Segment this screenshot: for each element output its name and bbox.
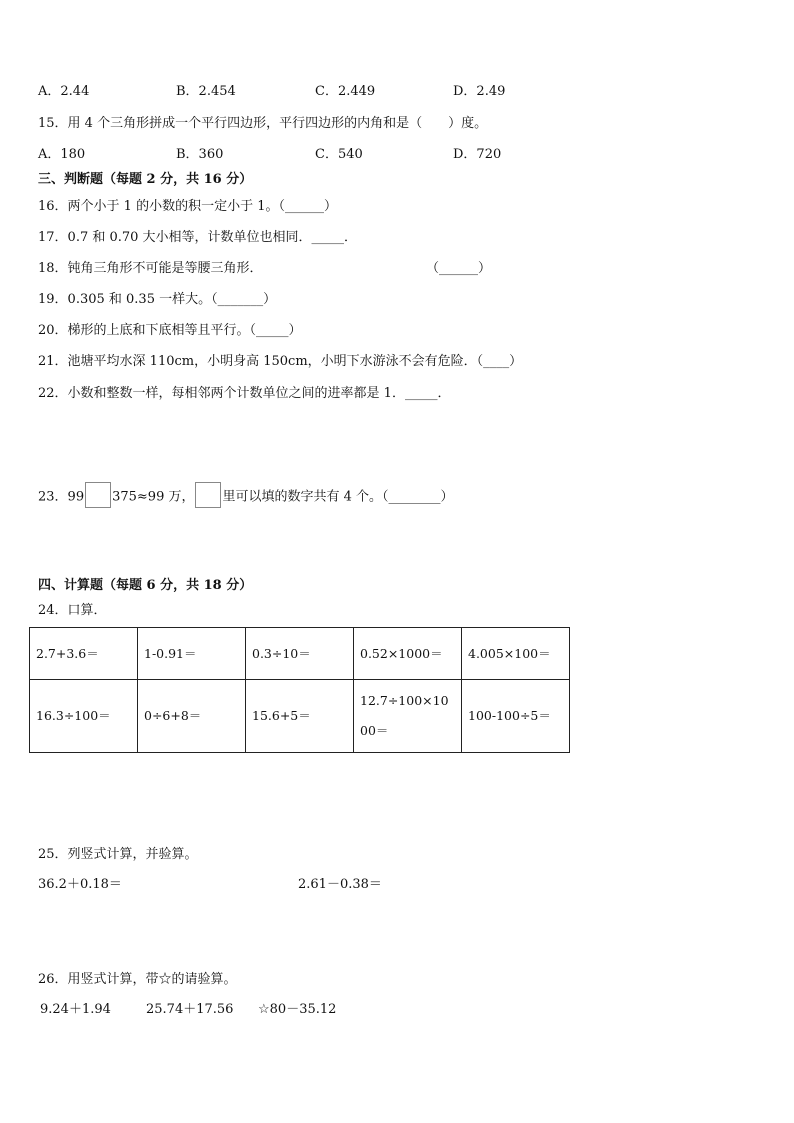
q15-option-d: D．720 bbox=[453, 147, 502, 162]
q15-option-c: C．540 bbox=[315, 147, 363, 162]
table-row bbox=[30, 680, 570, 753]
question-26: 26．用竖式计算，带☆的请验算。 bbox=[38, 972, 237, 987]
table-cell-text: 12.7÷100×1000＝ bbox=[360, 693, 449, 738]
question-17: 17．0.7 和 0.70 大小相等，计数单位也相同．_____． bbox=[38, 230, 358, 245]
q14-option-a: A．2.44 bbox=[38, 84, 90, 99]
question-26-problem-c: ☆80－35.12 bbox=[258, 1002, 337, 1017]
question-22: 22．小数和整数一样，每相邻两个计数单位之间的进率都是 1．_____． bbox=[38, 386, 451, 401]
mental-math-table bbox=[29, 627, 570, 753]
table-cell: 4.005×100＝ bbox=[462, 628, 570, 680]
section-3-title: 三、判断题（每题 2 分，共 16 分） bbox=[38, 172, 253, 187]
q15-option-b: B．360 bbox=[176, 147, 224, 162]
question-19: 19．0.305 和 0.35 一样大。（_______） bbox=[38, 292, 277, 307]
table-cell: 0.52×1000＝ bbox=[354, 628, 462, 680]
question-16: 16．两个小于 1 的小数的积一定小于 1。（______） bbox=[38, 199, 337, 214]
table-cell: 2.7+3.6＝ bbox=[30, 628, 138, 680]
q14-option-c: C．2.449 bbox=[315, 84, 376, 99]
table-row bbox=[30, 628, 570, 680]
table-cell: 1-0.91＝ bbox=[138, 628, 246, 680]
question-20: 20．梯形的上底和下底相等且平行。（_____） bbox=[38, 323, 302, 338]
table-cell bbox=[354, 680, 462, 753]
q15-text: 15．用 4 个三角形拼成一个平行四边形，平行四边形的内角和是（ ）度。 bbox=[38, 116, 488, 131]
question-23-part-c: 里可以填的数字共有 4 个。（________） bbox=[222, 489, 454, 505]
question-18-answer-blank: （______） bbox=[426, 261, 492, 276]
question-23-part-a: 23．99 bbox=[38, 489, 85, 505]
blank-box bbox=[85, 482, 111, 508]
question-23-part-b: 375≈99 万， bbox=[112, 489, 195, 505]
q14-option-d: D．2.49 bbox=[453, 84, 506, 99]
table-cell: 100-100÷5＝ bbox=[462, 680, 570, 753]
q14-option-b: B．2.454 bbox=[176, 84, 236, 99]
table-cell: 16.3÷100＝ bbox=[30, 680, 138, 753]
blank-box bbox=[195, 482, 221, 508]
question-25-problem-a: 36.2＋0.18＝ bbox=[38, 877, 122, 892]
table-cell: 0.3÷10＝ bbox=[246, 628, 354, 680]
question-21: 21．池塘平均水深 110cm，小明身高 150cm，小明下水游泳不会有危险．（____） bbox=[38, 354, 523, 369]
section-4-title: 四、计算题（每题 6 分，共 18 分） bbox=[38, 578, 253, 593]
table-cell: 15.6+5＝ bbox=[246, 680, 354, 753]
question-26-problem-b: 25.74＋17.56 bbox=[146, 1002, 234, 1017]
question-25-problem-b: 2.61－0.38＝ bbox=[298, 877, 382, 892]
question-18: 18．钝角三角形不可能是等腰三角形． bbox=[38, 261, 263, 276]
question-23 bbox=[38, 484, 454, 510]
question-26-problem-a: 9.24＋1.94 bbox=[40, 1002, 111, 1017]
q15-option-a: A．180 bbox=[38, 147, 86, 162]
question-24: 24．口算． bbox=[38, 603, 107, 618]
question-25: 25．列竖式计算，并验算。 bbox=[38, 847, 198, 862]
table-cell: 0÷6+8＝ bbox=[138, 680, 246, 753]
